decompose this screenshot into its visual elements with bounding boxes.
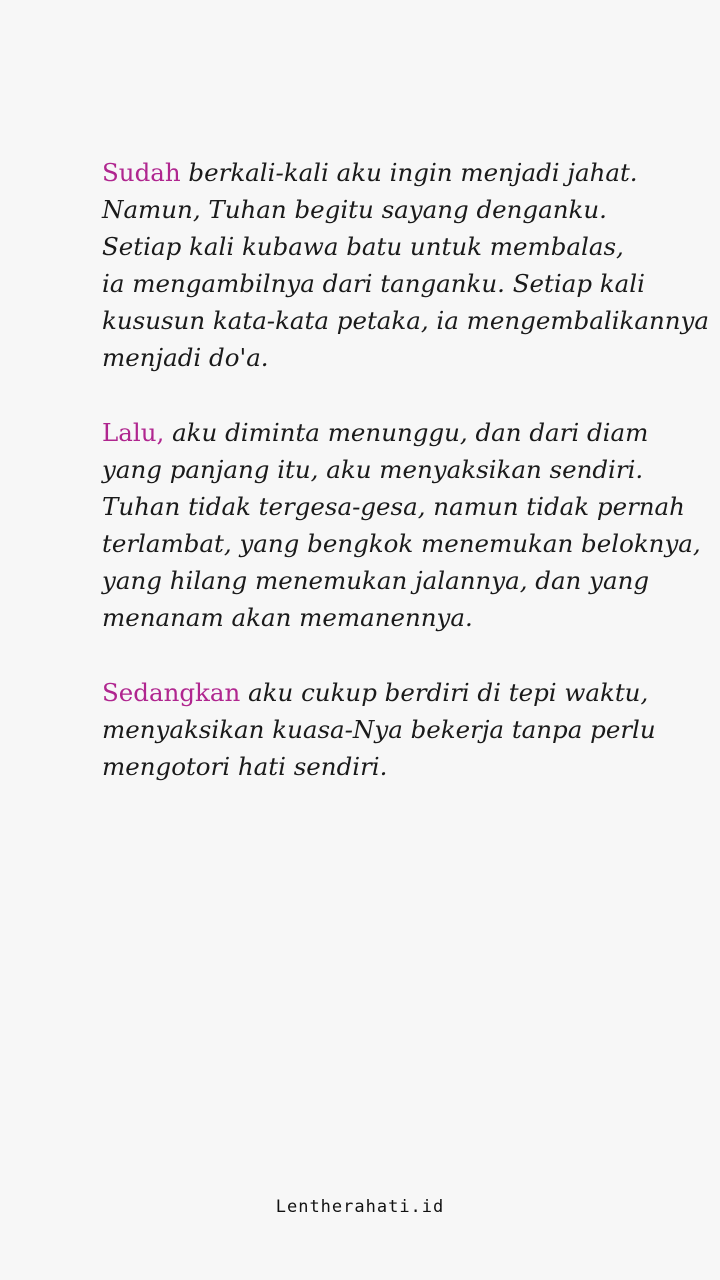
paragraph-line: mengotori hati sendiri. xyxy=(102,752,388,781)
paragraph-line: menjadi do'a. xyxy=(102,343,269,372)
paragraph-line xyxy=(102,414,702,451)
paragraph-line-rest: aku cukup berdiri di tepi waktu, xyxy=(240,678,649,707)
paragraph-line: menanam akan memanennya. xyxy=(102,603,473,632)
paragraph-lead-word: Sudah xyxy=(102,158,181,187)
paragraph-3 xyxy=(102,674,702,785)
paragraph-line: Tuhan tidak tergesa-gesa, namun tidak pernah xyxy=(102,492,685,521)
paragraph-line: Setiap kali kubawa batu untuk membalas, xyxy=(102,232,624,261)
paragraph-line: kususun kata-kata petaka, ia mengembalikannya xyxy=(102,306,710,335)
paragraph-line xyxy=(102,154,702,191)
paragraph-line: yang panjang itu, aku menyaksikan sendiri. xyxy=(102,455,644,484)
poem-text xyxy=(102,154,710,823)
paragraph-line-rest: berkali-kali aku ingin menjadi jahat. xyxy=(180,158,638,187)
watermark: Lentherahati.id xyxy=(275,1197,445,1217)
paragraph-line: menyaksikan kuasa-Nya bekerja tanpa perlu xyxy=(102,715,656,744)
paragraph-lead-word: Lalu, xyxy=(102,418,165,447)
paragraph-line-rest: aku diminta menunggu, dan dari diam xyxy=(164,418,649,447)
paragraph-line: terlambat, yang bengkok menemukan beloknya, xyxy=(102,529,701,558)
paragraph-2 xyxy=(102,414,702,636)
paragraph-line: Namun, Tuhan begitu sayang denganku. xyxy=(102,195,607,224)
paragraph-line xyxy=(102,674,702,711)
paragraph-lead-word: Sedangkan xyxy=(102,678,241,707)
paragraph-line: yang hilang menemukan jalannya, dan yang xyxy=(102,566,650,595)
paragraph-line: ia mengambilnya dari tanganku. Setiap kali xyxy=(102,269,645,298)
paragraph-1 xyxy=(102,154,710,376)
